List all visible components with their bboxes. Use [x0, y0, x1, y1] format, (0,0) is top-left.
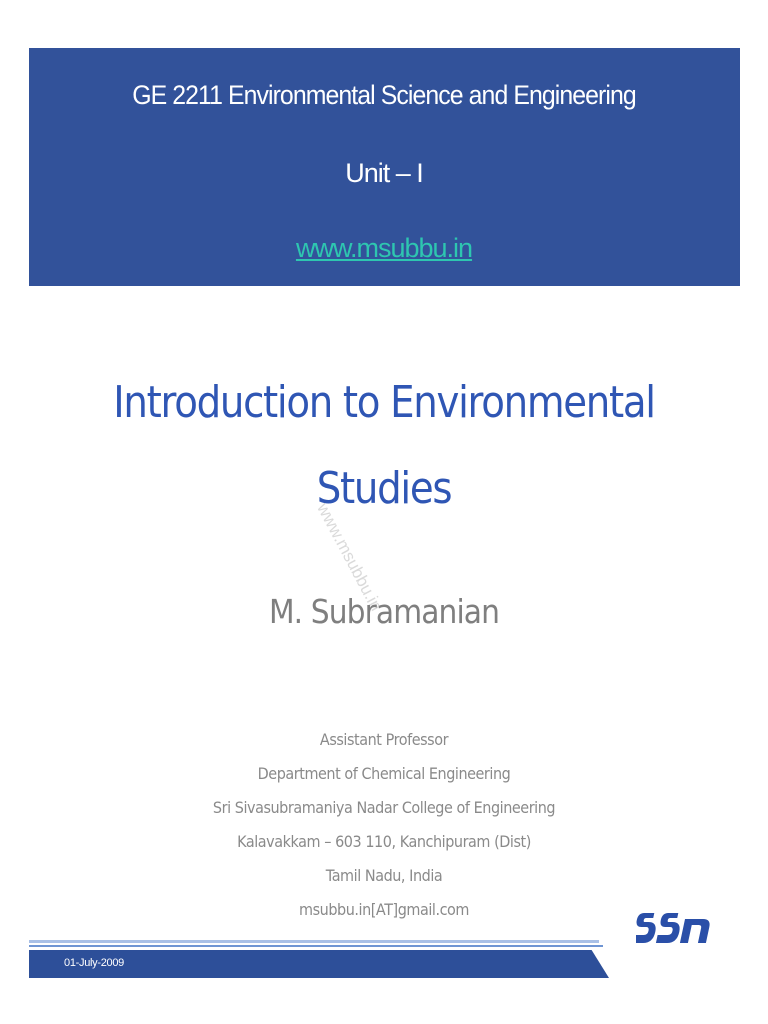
- affiliation-state: Tamil Nadu, India: [325, 866, 443, 885]
- affiliation-position: Assistant Professor: [319, 730, 449, 749]
- author-name: M. Subramanian: [268, 592, 500, 631]
- footer-accent-line-2: [29, 945, 603, 947]
- affiliation-block: [0, 728, 768, 932]
- website-link[interactable]: www.msubbu.in: [295, 233, 473, 263]
- slide-title: [99, 360, 669, 532]
- watermark: www.msubbu.in: [313, 500, 386, 615]
- ssn-logo: [636, 905, 716, 963]
- affiliation-college: Sri Sivasubramaniya Nadar College of Engineering: [212, 798, 556, 817]
- slide-title-line-1: Introduction to Environmental: [113, 377, 655, 428]
- affiliation-address: Kalavakkam – 603 110, Kanchipuram (Dist): [237, 832, 531, 851]
- slide-title-line-2: Studies: [316, 463, 452, 514]
- footer-date: 01-July-2009: [64, 957, 124, 969]
- course-title: GE 2211 Environmental Science and Engineering: [132, 80, 636, 110]
- footer-accent-line: [29, 940, 599, 943]
- affiliation-email: msubbu.in[AT]gmail.com: [299, 900, 469, 919]
- affiliation-department: Department of Chemical Engineering: [257, 764, 511, 783]
- unit-label: Unit – I: [345, 158, 423, 188]
